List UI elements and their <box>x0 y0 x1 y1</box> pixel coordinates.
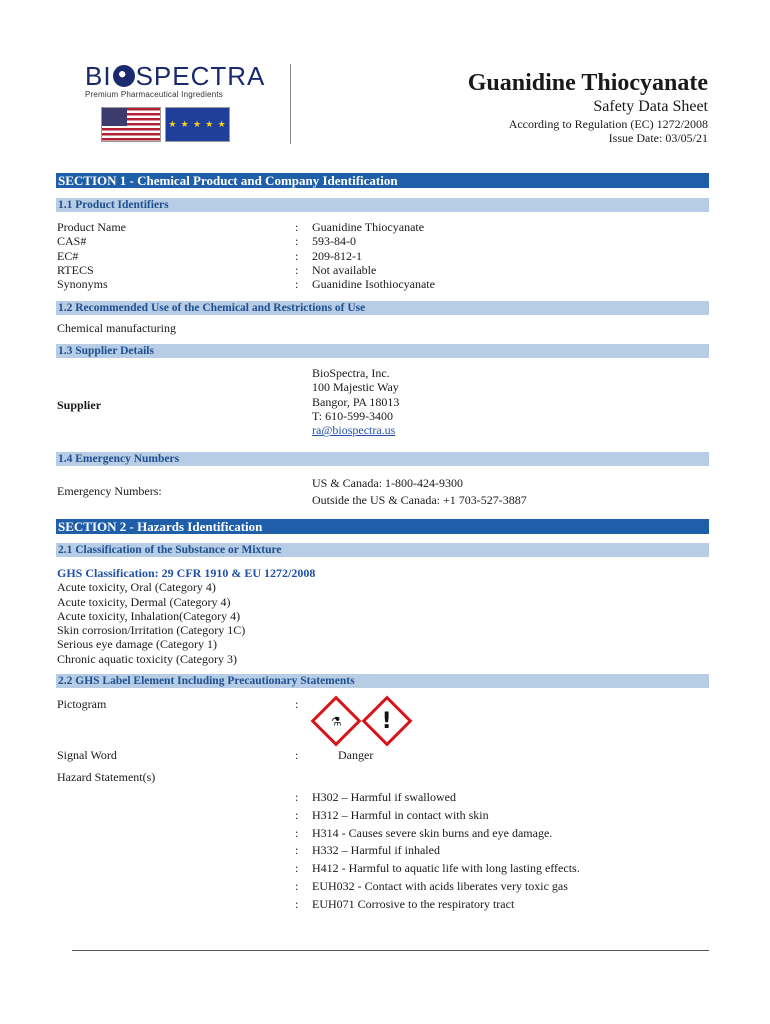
label-ec: EC# <box>57 248 79 263</box>
supplier-address <box>312 366 399 437</box>
supplier-city: Bangor, PA 18013 <box>312 394 400 409</box>
document-subtitle: Safety Data Sheet <box>593 98 708 115</box>
label-rtecs: RTECS <box>57 262 94 277</box>
supplier-email-link[interactable]: ra@biospectra.us <box>312 423 396 438</box>
biospectra-logo <box>85 62 285 99</box>
colon: : <box>295 748 299 762</box>
value-ec: 209-812-1 <box>312 248 362 263</box>
hazard-statements-label: Hazard Statement(s) <box>57 770 156 784</box>
hazard-statement: H314 - Causes severe skin burns and eye damage. <box>312 825 553 840</box>
document-title: Guanidine Thiocyanate <box>467 70 708 96</box>
emergency-numbers <box>312 475 527 509</box>
classification-item: Acute toxicity, Oral (Category 4) <box>57 580 216 595</box>
us-flag-icon <box>101 107 161 142</box>
footer-divider <box>72 950 709 951</box>
regulation-reference: According to Regulation (EC) 1272/2008 <box>508 117 708 131</box>
emergency-us-canada: US & Canada: 1-800-424-9300 <box>312 476 463 490</box>
colon: : <box>295 825 299 840</box>
classification-item: Skin corrosion/Irritation (Category 1C) <box>57 623 246 638</box>
colon: : <box>295 843 299 858</box>
ghs-classification-heading: GHS Classification: 29 CFR 1910 & EU 1272/2008 <box>57 566 316 580</box>
emergency-outside: Outside the US & Canada: +1 703-527-3887 <box>312 493 527 507</box>
ghs-classification <box>57 566 315 666</box>
colon: : <box>295 878 299 893</box>
logo-wordmark <box>85 62 285 90</box>
exclamation-icon: ! <box>362 696 413 747</box>
ghs-pictograms <box>312 697 411 745</box>
colon: : <box>295 220 299 234</box>
hazard-statement: H302 – Harmful if swallowed <box>312 790 456 804</box>
value-product-name: Guanidine Thiocyanate <box>312 220 425 234</box>
issue-date: Issue Date: 03/05/21 <box>608 131 708 145</box>
hazard-statements-list <box>312 789 580 914</box>
colon: : <box>295 262 299 277</box>
colon: : <box>295 861 299 876</box>
pictogram-label: Pictogram <box>57 697 107 711</box>
logo-text-part-2: SPECTRA <box>135 61 266 91</box>
colon: : <box>295 790 299 804</box>
colon: : <box>295 697 299 711</box>
colon: : <box>295 807 299 822</box>
hazard-statement: H412 - Harmful to aquatic life with long lasting effects. <box>312 861 580 876</box>
recommended-use-text: Chemical manufacturing <box>57 321 176 335</box>
value-cas: 593-84-0 <box>312 234 356 249</box>
classification-item: Chronic aquatic toxicity (Category 3) <box>57 651 237 666</box>
value-synonyms: Guanidine Isothiocyanate <box>312 277 435 292</box>
supplier-label: Supplier <box>57 398 102 412</box>
subsection-1-4-header: 1.4 Emergency Numbers <box>56 452 709 466</box>
signal-word-value: Danger <box>338 748 374 762</box>
logo-globe-icon <box>113 65 135 87</box>
hazard-statement: EUH071 Corrosive to the respiratory tract <box>312 896 515 911</box>
colon: : <box>295 277 299 292</box>
section-2-header: SECTION 2 - Hazards Identification <box>56 519 709 534</box>
hazard-statement: EUH032 - Contact with acids liberates very toxic gas <box>312 878 568 893</box>
product-identifier-labels <box>57 220 126 291</box>
supplier-phone: T: 610-599-3400 <box>312 408 394 423</box>
value-rtecs: Not available <box>312 262 377 277</box>
supplier-street: 100 Majestic Way <box>312 380 399 395</box>
hazard-statement: H332 – Harmful if inhaled <box>312 843 440 858</box>
product-identifier-colons <box>295 220 298 291</box>
supplier-name: BioSpectra, Inc. <box>312 366 390 380</box>
label-synonyms: Synonyms <box>57 277 108 292</box>
eu-flag-stars: ★ ★ ★ ★ ★ <box>168 119 227 129</box>
subsection-2-1-header: 2.1 Classification of the Substance or Mixture <box>56 543 709 557</box>
colon: : <box>295 248 299 263</box>
eu-flag-icon <box>165 107 230 142</box>
section-1-header: SECTION 1 - Chemical Product and Company Identification <box>56 173 709 188</box>
logo-text-part-1: BI <box>85 61 112 91</box>
classification-item: Acute toxicity, Dermal (Category 4) <box>57 594 231 609</box>
label-cas: CAS# <box>57 234 87 249</box>
label-product-name: Product Name <box>57 220 126 234</box>
logo-tagline: Premium Pharmaceutical Ingredients <box>85 90 223 99</box>
subsection-1-2-header: 1.2 Recommended Use of the Chemical and Restrictions of Use <box>56 301 709 315</box>
subsection-1-3-header: 1.3 Supplier Details <box>56 344 709 358</box>
signal-word-label: Signal Word <box>57 748 117 762</box>
colon: : <box>295 234 299 249</box>
emergency-numbers-label: Emergency Numbers: <box>57 484 162 498</box>
corrosion-icon: ⚗ <box>311 696 362 747</box>
colon: : <box>295 896 299 911</box>
hazard-colons <box>295 789 298 914</box>
subsection-2-2-header: 2.2 GHS Label Element Including Precautionary Statements <box>56 674 709 688</box>
classification-item: Acute toxicity, Inhalation(Category 4) <box>57 608 241 623</box>
hazard-statement: H312 – Harmful in contact with skin <box>312 807 489 822</box>
subsection-1-1-header: 1.1 Product Identifiers <box>56 198 709 212</box>
header-divider <box>290 64 291 144</box>
product-identifier-values <box>312 220 435 291</box>
classification-item: Serious eye damage (Category 1) <box>57 637 217 652</box>
